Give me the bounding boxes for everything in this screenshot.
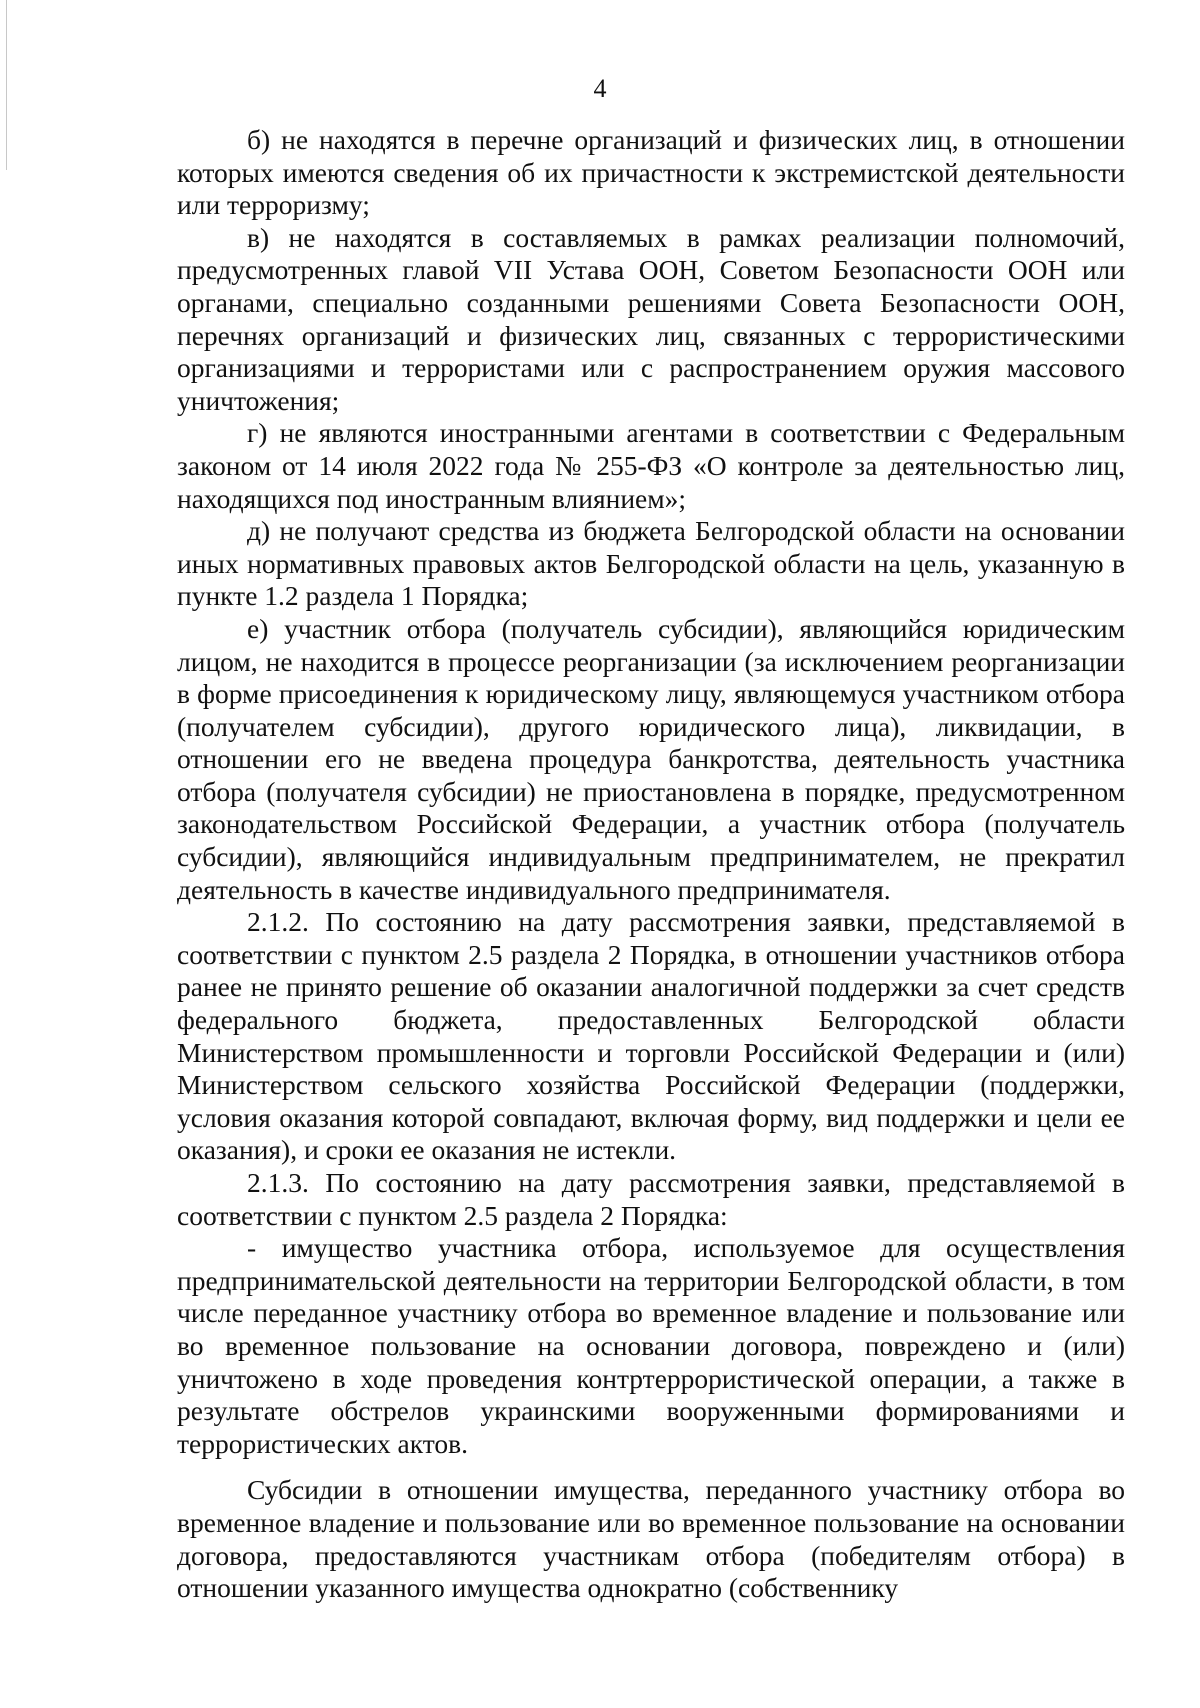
- paragraph-property-item: - имущество участника отбора, используемое для осуществления предпринимательской деятельности на территории Белгородской области, в том числе переданное участнику отбора во временное владение и пользование или во временное пользование на основании договора, повреждено и (или) уничтожено в ходе проведения контртеррористической операции, а также в результате обстрелов украинскими вооруженными формированиями и террористических актов.: [177, 1232, 1125, 1459]
- page-number: 4: [593, 74, 607, 103]
- paragraph-e: е) участник отбора (получатель субсидии), являющийся юридическим лицом, не находится в процессе реорганизации (за исключением реорганизации в форме присоединения к юридическому лицу, являющемуся участником отбора (получателем субсидии), другого юридического лица), ликвидации, в отношении его не введена процедура банкротства, деятельность участника отбора (получателя субсидии) не приостановлена в порядке, предусмотренном законодательством Российской Федерации, а участник отбора (получатель субсидии), являющийся индивидуальным предпринимателем, не прекратил деятельность в качестве индивидуального предпринимателя.: [177, 612, 1125, 905]
- paragraph-d: д) не получают средства из бюджета Белгородской области на основании иных нормативных правовых актов Белгородской области на цель, указанную в пункте 1.2 раздела 1 Порядка;: [177, 515, 1125, 612]
- paragraph-g: г) не являются иностранными агентами в соответствии с Федеральным законом от 14 июля 2022 года № 255-ФЗ «О контроле за деятельностью лиц, находящихся под иностранным влиянием»;: [177, 417, 1125, 514]
- paragraph-2-1-3: 2.1.3. По состоянию на дату рассмотрения заявки, представляемой в соответствии с пунктом 2.5 раздела 2 Порядка:: [177, 1167, 1125, 1231]
- paragraph-2-1-2: 2.1.2. По состоянию на дату рассмотрения заявки, представляемой в соответствии с пунктом 2.5 раздела 2 Порядка, в отношении участников отбора ранее не принято решение об оказании аналогичной поддержки за счет средств федерального бюджета, предоставленных Белгородской области Министерством промышленности и торговли Российской Федерации и (или) Министерством сельского хозяйства Российской Федерации (поддержки, условия оказания которой совпадают, включая форму, вид поддержки и цели ее оказания), и сроки ее оказания не истекли.: [177, 906, 1125, 1166]
- paragraph-b: б) не находятся в перечне организаций и физических лиц, в отношении которых имеются сведения об их причастности к экстремистской деятельности или терроризму;: [177, 124, 1125, 221]
- document-body: [177, 124, 1125, 1605]
- paragraph-v: в) не находятся в составляемых в рамках реализации полномочий, предусмотренных главой VII Устава ООН, Советом Безопасности ООН или органами, специально созданными решениями Совета Безопасности ООН, перечнях организаций и физических лиц, связанных с террористическими организациями и террористами или с распространением оружия массового уничтожения;: [177, 221, 1125, 416]
- paragraph-subsidies: Субсидии в отношении имущества, переданного участнику отбора во временное владение и пользование или во временное пользование на основании договора, предоставляются участникам отбора (победителям отбора) в отношении указанного имущества однократно (собственнику: [177, 1474, 1125, 1604]
